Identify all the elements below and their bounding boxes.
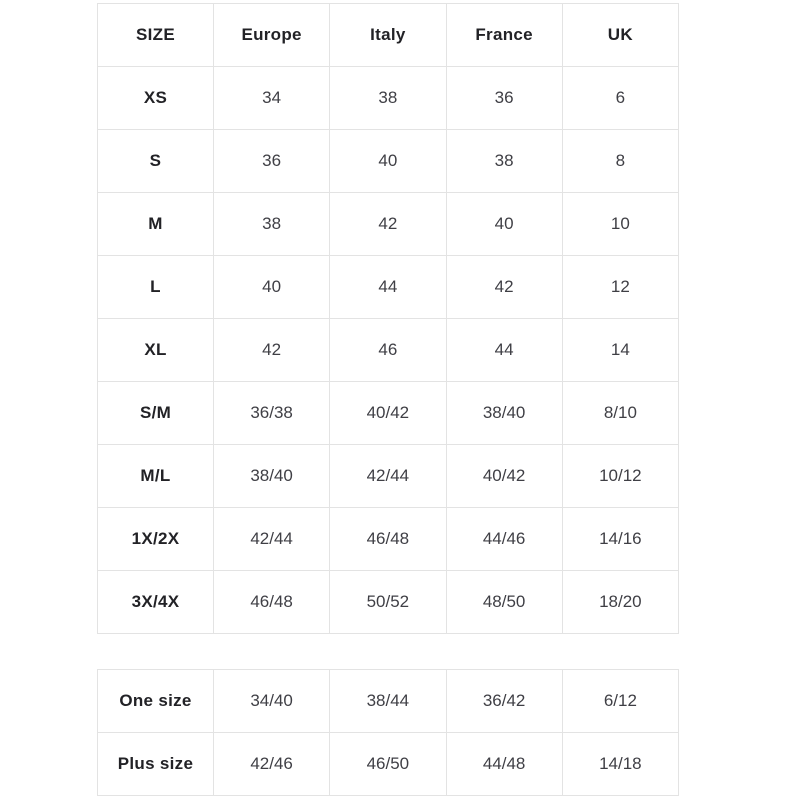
size-value-cell: 36 — [446, 67, 562, 130]
size-value-cell: 36/38 — [214, 382, 330, 445]
size-label-cell: XL — [98, 319, 214, 382]
size-value-cell: 46 — [330, 319, 446, 382]
size-value-cell: 8 — [562, 130, 678, 193]
size-value-cell: 14/18 — [562, 733, 678, 796]
column-header: SIZE — [98, 4, 214, 67]
special-sizes-table — [97, 669, 679, 796]
size-value-cell: 38/44 — [330, 670, 446, 733]
size-value-cell: 36 — [214, 130, 330, 193]
size-value-cell: 40/42 — [330, 382, 446, 445]
size-chart-page — [97, 3, 679, 796]
column-header: UK — [562, 4, 678, 67]
table-row — [98, 571, 679, 634]
size-value-cell: 38 — [214, 193, 330, 256]
size-value-cell: 42 — [330, 193, 446, 256]
size-label-cell: L — [98, 256, 214, 319]
size-value-cell: 48/50 — [446, 571, 562, 634]
column-header: Europe — [214, 4, 330, 67]
size-label-cell: Plus size — [98, 733, 214, 796]
size-value-cell: 38 — [330, 67, 446, 130]
size-label-cell: 1X/2X — [98, 508, 214, 571]
size-value-cell: 38/40 — [446, 382, 562, 445]
size-value-cell: 40 — [446, 193, 562, 256]
size-value-cell: 46/48 — [214, 571, 330, 634]
size-value-cell: 42 — [214, 319, 330, 382]
table-row — [98, 319, 679, 382]
size-value-cell: 10/12 — [562, 445, 678, 508]
size-label-cell: M — [98, 193, 214, 256]
table-header-row — [98, 4, 679, 67]
size-value-cell: 46/50 — [330, 733, 446, 796]
size-label-cell: 3X/4X — [98, 571, 214, 634]
size-value-cell: 36/42 — [446, 670, 562, 733]
size-value-cell: 50/52 — [330, 571, 446, 634]
size-value-cell: 14/16 — [562, 508, 678, 571]
size-value-cell: 10 — [562, 193, 678, 256]
size-value-cell: 42/44 — [214, 508, 330, 571]
table-row — [98, 382, 679, 445]
size-value-cell: 40/42 — [446, 445, 562, 508]
size-value-cell: 34 — [214, 67, 330, 130]
size-label-cell: M/L — [98, 445, 214, 508]
size-value-cell: 12 — [562, 256, 678, 319]
size-label-cell: S/M — [98, 382, 214, 445]
table-row — [98, 445, 679, 508]
size-value-cell: 42/46 — [214, 733, 330, 796]
table-row — [98, 256, 679, 319]
size-value-cell: 40 — [330, 130, 446, 193]
column-header: France — [446, 4, 562, 67]
table-row — [98, 508, 679, 571]
size-value-cell: 8/10 — [562, 382, 678, 445]
size-value-cell: 14 — [562, 319, 678, 382]
size-value-cell: 38 — [446, 130, 562, 193]
table-row — [98, 67, 679, 130]
size-value-cell: 44 — [446, 319, 562, 382]
size-value-cell: 18/20 — [562, 571, 678, 634]
table-row — [98, 130, 679, 193]
size-value-cell: 40 — [214, 256, 330, 319]
size-value-cell: 44 — [330, 256, 446, 319]
size-value-cell: 42/44 — [330, 445, 446, 508]
table-row — [98, 670, 679, 733]
size-value-cell: 6 — [562, 67, 678, 130]
size-value-cell: 44/46 — [446, 508, 562, 571]
size-conversion-table — [97, 3, 679, 634]
size-label-cell: S — [98, 130, 214, 193]
size-value-cell: 38/40 — [214, 445, 330, 508]
table-row — [98, 193, 679, 256]
column-header: Italy — [330, 4, 446, 67]
size-value-cell: 44/48 — [446, 733, 562, 796]
size-value-cell: 42 — [446, 256, 562, 319]
size-value-cell: 34/40 — [214, 670, 330, 733]
size-label-cell: XS — [98, 67, 214, 130]
size-value-cell: 46/48 — [330, 508, 446, 571]
size-label-cell: One size — [98, 670, 214, 733]
table-row — [98, 733, 679, 796]
size-value-cell: 6/12 — [562, 670, 678, 733]
